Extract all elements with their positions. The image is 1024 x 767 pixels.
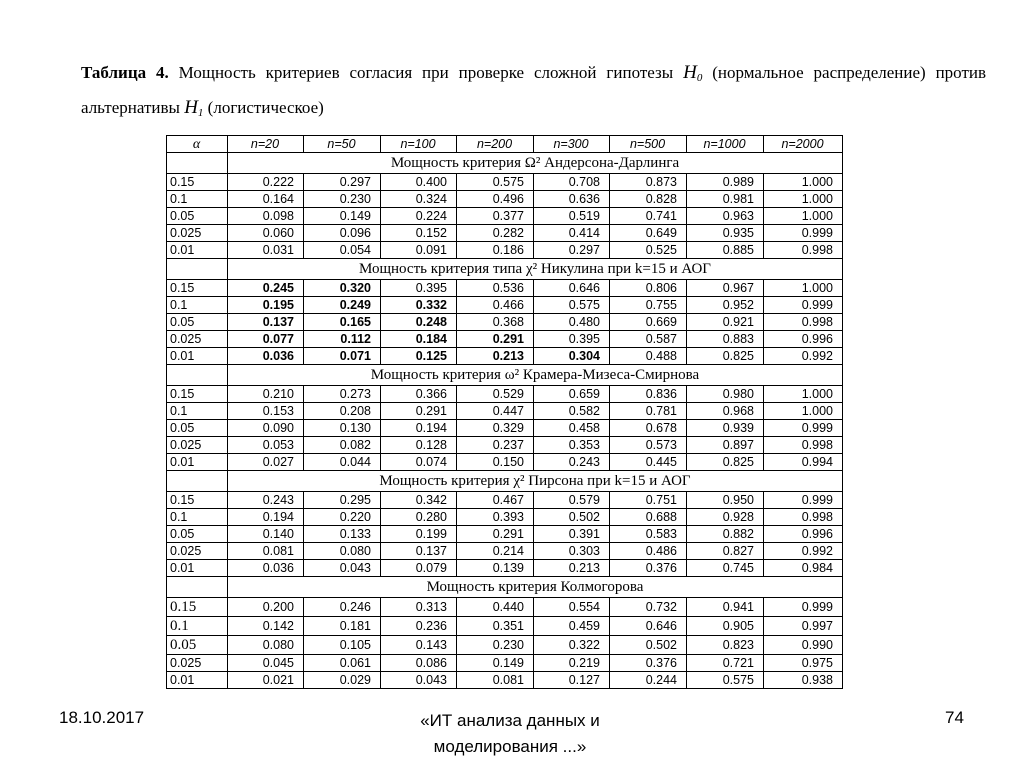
section-title: Мощность критерия Колмогорова (228, 577, 843, 598)
value-cell: 0.137 (228, 314, 304, 331)
value-cell: 0.575 (534, 297, 610, 314)
value-cell: 0.230 (304, 191, 381, 208)
value-cell: 0.210 (228, 386, 304, 403)
page-number: 74 (945, 708, 964, 727)
table-row (167, 437, 843, 454)
value-cell: 0.079 (381, 560, 457, 577)
value-cell: 0.921 (687, 314, 764, 331)
value-cell: 0.806 (610, 280, 687, 297)
table-row (167, 617, 843, 636)
value-cell: 0.219 (534, 655, 610, 672)
table-row (167, 208, 843, 225)
alpha-cell: 0.1 (167, 403, 228, 420)
value-cell: 0.165 (304, 314, 381, 331)
value-cell: 0.021 (228, 672, 304, 689)
value-cell: 0.990 (764, 636, 843, 655)
value-cell: 0.755 (610, 297, 687, 314)
section-spacer (167, 259, 228, 280)
value-cell: 0.222 (228, 174, 304, 191)
alpha-cell: 0.1 (167, 617, 228, 636)
value-cell: 0.998 (764, 509, 843, 526)
value-cell: 0.320 (304, 280, 381, 297)
value-cell: 0.230 (457, 636, 534, 655)
table-row (167, 560, 843, 577)
value-cell: 0.342 (381, 492, 457, 509)
alpha-cell: 0.025 (167, 655, 228, 672)
value-cell: 0.140 (228, 526, 304, 543)
value-cell: 0.928 (687, 509, 764, 526)
value-cell: 0.519 (534, 208, 610, 225)
value-cell: 0.938 (764, 672, 843, 689)
value-cell: 0.112 (304, 331, 381, 348)
alpha-header: α (167, 136, 228, 153)
value-cell: 0.273 (304, 386, 381, 403)
column-header: n=20 (228, 136, 304, 153)
value-cell: 0.781 (610, 403, 687, 420)
value-cell: 0.291 (381, 403, 457, 420)
value-cell: 0.280 (381, 509, 457, 526)
section-spacer (167, 365, 228, 386)
value-cell: 0.939 (687, 420, 764, 437)
value-cell: 0.249 (304, 297, 381, 314)
value-cell: 0.502 (534, 509, 610, 526)
value-cell: 0.297 (534, 242, 610, 259)
value-cell: 0.440 (457, 598, 534, 617)
value-cell: 0.688 (610, 509, 687, 526)
value-cell: 0.458 (534, 420, 610, 437)
value-cell: 0.090 (228, 420, 304, 437)
column-header: n=2000 (764, 136, 843, 153)
value-cell: 0.236 (381, 617, 457, 636)
value-cell: 0.213 (457, 348, 534, 365)
value-cell: 0.992 (764, 348, 843, 365)
value-cell: 0.751 (610, 492, 687, 509)
value-cell: 0.332 (381, 297, 457, 314)
section-title: Мощность критерия типа χ² Никулина при k=15 и АОГ (228, 259, 843, 280)
value-cell: 0.243 (534, 454, 610, 471)
table-row (167, 672, 843, 689)
value-cell: 0.999 (764, 492, 843, 509)
value-cell: 0.353 (534, 437, 610, 454)
value-cell: 0.496 (457, 191, 534, 208)
section-title: Мощность критерия Ω² Андерсона-Дарлинга (228, 153, 843, 174)
alpha-cell: 0.15 (167, 492, 228, 509)
alpha-cell: 0.01 (167, 242, 228, 259)
value-cell: 0.525 (610, 242, 687, 259)
table-row (167, 492, 843, 509)
value-cell: 0.098 (228, 208, 304, 225)
value-cell: 1.000 (764, 386, 843, 403)
value-cell: 0.142 (228, 617, 304, 636)
footer-title-line: «ИТ анализа данных и (420, 711, 600, 730)
alpha-cell: 0.025 (167, 543, 228, 560)
value-cell: 1.000 (764, 403, 843, 420)
value-cell: 1.000 (764, 191, 843, 208)
value-cell: 0.636 (534, 191, 610, 208)
section-header-row (167, 577, 843, 598)
alpha-cell: 0.05 (167, 208, 228, 225)
section-header-row (167, 365, 843, 386)
value-cell: 0.303 (534, 543, 610, 560)
table-row (167, 331, 843, 348)
value-cell: 0.968 (687, 403, 764, 420)
value-cell: 0.659 (534, 386, 610, 403)
value-cell: 0.554 (534, 598, 610, 617)
value-cell: 0.149 (304, 208, 381, 225)
value-cell: 0.885 (687, 242, 764, 259)
value-cell: 0.823 (687, 636, 764, 655)
column-header: n=100 (381, 136, 457, 153)
value-cell: 0.322 (534, 636, 610, 655)
alpha-cell: 0.05 (167, 420, 228, 437)
alpha-cell: 0.15 (167, 386, 228, 403)
value-cell: 0.082 (304, 437, 381, 454)
alpha-cell: 0.05 (167, 314, 228, 331)
value-cell: 0.060 (228, 225, 304, 242)
value-cell: 0.825 (687, 454, 764, 471)
value-cell: 0.984 (764, 560, 843, 577)
alpha-cell: 0.1 (167, 297, 228, 314)
value-cell: 0.998 (764, 242, 843, 259)
value-cell: 0.981 (687, 191, 764, 208)
value-cell: 0.376 (610, 560, 687, 577)
value-cell: 0.143 (381, 636, 457, 655)
column-header: n=50 (304, 136, 381, 153)
value-cell: 0.414 (534, 225, 610, 242)
table-row (167, 420, 843, 437)
value-cell: 0.994 (764, 454, 843, 471)
value-cell: 0.224 (381, 208, 457, 225)
value-cell: 0.395 (534, 331, 610, 348)
alpha-cell: 0.025 (167, 225, 228, 242)
value-cell: 0.935 (687, 225, 764, 242)
footer-date: 18.10.2017 (59, 708, 145, 727)
value-cell: 0.029 (304, 672, 381, 689)
value-cell: 0.579 (534, 492, 610, 509)
alpha-cell: 0.15 (167, 598, 228, 617)
value-cell: 0.732 (610, 598, 687, 617)
value-cell: 0.989 (687, 174, 764, 191)
value-cell: 0.130 (304, 420, 381, 437)
value-cell: 0.980 (687, 386, 764, 403)
value-cell: 0.137 (381, 543, 457, 560)
value-cell: 0.237 (457, 437, 534, 454)
value-cell: 0.646 (534, 280, 610, 297)
value-cell: 0.646 (610, 617, 687, 636)
value-cell: 0.368 (457, 314, 534, 331)
value-cell: 0.582 (534, 403, 610, 420)
value-cell: 0.649 (610, 225, 687, 242)
alpha-cell: 0.1 (167, 191, 228, 208)
value-cell: 0.043 (304, 560, 381, 577)
table-row (167, 280, 843, 297)
section-spacer (167, 471, 228, 492)
table-row (167, 225, 843, 242)
caption-text-1: Мощность критериев согласия при проверке сложной гипотезы (178, 63, 674, 82)
value-cell: 0.741 (610, 208, 687, 225)
value-cell: 0.297 (304, 174, 381, 191)
footer-title (350, 708, 670, 760)
value-cell: 0.282 (457, 225, 534, 242)
alpha-cell: 0.01 (167, 348, 228, 365)
value-cell: 0.043 (381, 672, 457, 689)
value-cell: 0.721 (687, 655, 764, 672)
alpha-cell: 0.05 (167, 636, 228, 655)
value-cell: 1.000 (764, 174, 843, 191)
value-cell: 0.194 (381, 420, 457, 437)
value-cell: 0.575 (687, 672, 764, 689)
value-cell: 0.573 (610, 437, 687, 454)
table-caption (81, 58, 986, 128)
value-cell: 0.213 (534, 560, 610, 577)
value-cell: 0.575 (457, 174, 534, 191)
table-row (167, 655, 843, 672)
value-cell: 0.488 (610, 348, 687, 365)
value-cell: 0.194 (228, 509, 304, 526)
footer-title-line: моделирования ...» (433, 737, 587, 756)
value-cell: 0.708 (534, 174, 610, 191)
value-cell: 0.998 (764, 437, 843, 454)
value-cell: 0.077 (228, 331, 304, 348)
value-cell: 0.583 (610, 526, 687, 543)
value-cell: 0.199 (381, 526, 457, 543)
value-cell: 0.377 (457, 208, 534, 225)
value-cell: 0.897 (687, 437, 764, 454)
value-cell: 0.245 (228, 280, 304, 297)
value-cell: 0.184 (381, 331, 457, 348)
value-cell: 0.998 (764, 314, 843, 331)
value-cell: 0.941 (687, 598, 764, 617)
value-cell: 0.745 (687, 560, 764, 577)
value-cell: 0.351 (457, 617, 534, 636)
value-cell: 0.828 (610, 191, 687, 208)
value-cell: 0.133 (304, 526, 381, 543)
table-row (167, 526, 843, 543)
value-cell: 0.376 (610, 655, 687, 672)
value-cell: 0.128 (381, 437, 457, 454)
value-cell: 1.000 (764, 280, 843, 297)
column-header: n=500 (610, 136, 687, 153)
value-cell: 0.963 (687, 208, 764, 225)
value-cell: 0.152 (381, 225, 457, 242)
value-cell: 0.999 (764, 598, 843, 617)
value-cell: 0.445 (610, 454, 687, 471)
value-cell: 0.195 (228, 297, 304, 314)
value-cell: 0.502 (610, 636, 687, 655)
value-cell: 0.447 (457, 403, 534, 420)
value-cell: 0.873 (610, 174, 687, 191)
value-cell: 0.999 (764, 420, 843, 437)
hypothesis-h0: $H_0$ (683, 62, 703, 84)
table-row (167, 454, 843, 471)
value-cell: 0.244 (610, 672, 687, 689)
value-cell: 0.459 (534, 617, 610, 636)
alpha-cell: 0.025 (167, 437, 228, 454)
value-cell: 0.996 (764, 331, 843, 348)
value-cell: 0.366 (381, 386, 457, 403)
table-row (167, 242, 843, 259)
value-cell: 0.587 (610, 331, 687, 348)
power-table (166, 135, 843, 689)
caption-text-3: (логистическое) (207, 98, 324, 117)
caption-label: Таблица 4. (81, 63, 169, 82)
value-cell: 0.036 (228, 348, 304, 365)
section-header-row (167, 153, 843, 174)
alpha-cell: 0.05 (167, 526, 228, 543)
table-row (167, 509, 843, 526)
value-cell: 0.031 (228, 242, 304, 259)
caption-text-2: (нормальное распределение) против альтернативы (81, 63, 987, 117)
value-cell: 0.181 (304, 617, 381, 636)
value-cell: 0.164 (228, 191, 304, 208)
value-cell: 0.295 (304, 492, 381, 509)
value-cell: 0.243 (228, 492, 304, 509)
value-cell: 0.139 (457, 560, 534, 577)
value-cell: 0.081 (228, 543, 304, 560)
value-cell: 0.391 (534, 526, 610, 543)
table-row (167, 598, 843, 617)
value-cell: 0.529 (457, 386, 534, 403)
table-row (167, 636, 843, 655)
value-cell: 0.952 (687, 297, 764, 314)
value-cell: 0.186 (457, 242, 534, 259)
table-row (167, 174, 843, 191)
value-cell: 0.882 (687, 526, 764, 543)
value-cell: 0.324 (381, 191, 457, 208)
value-cell: 0.080 (304, 543, 381, 560)
value-cell: 0.074 (381, 454, 457, 471)
value-cell: 0.149 (457, 655, 534, 672)
value-cell: 0.997 (764, 617, 843, 636)
value-cell: 0.248 (381, 314, 457, 331)
value-cell: 0.536 (457, 280, 534, 297)
value-cell: 0.395 (381, 280, 457, 297)
table-row (167, 403, 843, 420)
value-cell: 0.393 (457, 509, 534, 526)
value-cell: 0.304 (534, 348, 610, 365)
alpha-cell: 0.01 (167, 672, 228, 689)
value-cell: 0.827 (687, 543, 764, 560)
value-cell: 0.214 (457, 543, 534, 560)
value-cell: 0.291 (457, 331, 534, 348)
value-cell: 0.086 (381, 655, 457, 672)
alpha-cell: 0.025 (167, 331, 228, 348)
alpha-cell: 0.15 (167, 280, 228, 297)
value-cell: 0.967 (687, 280, 764, 297)
value-cell: 0.291 (457, 526, 534, 543)
column-header: n=200 (457, 136, 534, 153)
value-cell: 0.105 (304, 636, 381, 655)
section-spacer (167, 577, 228, 598)
value-cell: 0.220 (304, 509, 381, 526)
value-cell: 0.999 (764, 225, 843, 242)
value-cell: 0.053 (228, 437, 304, 454)
section-header-row (167, 471, 843, 492)
alpha-cell: 0.1 (167, 509, 228, 526)
value-cell: 0.045 (228, 655, 304, 672)
table-row (167, 297, 843, 314)
value-cell: 0.127 (534, 672, 610, 689)
value-cell: 0.486 (610, 543, 687, 560)
value-cell: 0.125 (381, 348, 457, 365)
value-cell: 0.905 (687, 617, 764, 636)
value-cell: 0.313 (381, 598, 457, 617)
value-cell: 0.992 (764, 543, 843, 560)
value-cell: 0.071 (304, 348, 381, 365)
section-title: Мощность критерия χ² Пирсона при k=15 и АОГ (228, 471, 843, 492)
value-cell: 1.000 (764, 208, 843, 225)
value-cell: 0.150 (457, 454, 534, 471)
alpha-cell: 0.15 (167, 174, 228, 191)
value-cell: 0.027 (228, 454, 304, 471)
value-cell: 0.883 (687, 331, 764, 348)
table-row (167, 386, 843, 403)
value-cell: 0.996 (764, 526, 843, 543)
column-header: n=1000 (687, 136, 764, 153)
table-row (167, 314, 843, 331)
hypothesis-h1: $H_1$ (184, 97, 204, 119)
value-cell: 0.669 (610, 314, 687, 331)
alpha-cell: 0.01 (167, 560, 228, 577)
value-cell: 0.975 (764, 655, 843, 672)
table-row (167, 543, 843, 560)
value-cell: 0.200 (228, 598, 304, 617)
value-cell: 0.208 (304, 403, 381, 420)
value-cell: 0.466 (457, 297, 534, 314)
value-cell: 0.400 (381, 174, 457, 191)
value-cell: 0.091 (381, 242, 457, 259)
value-cell: 0.080 (228, 636, 304, 655)
value-cell: 0.153 (228, 403, 304, 420)
section-title: Мощность критерия ω² Крамера-Мизеса-Смирнова (228, 365, 843, 386)
value-cell: 0.950 (687, 492, 764, 509)
value-cell: 0.329 (457, 420, 534, 437)
column-header: n=300 (534, 136, 610, 153)
value-cell: 0.246 (304, 598, 381, 617)
value-cell: 0.678 (610, 420, 687, 437)
value-cell: 0.061 (304, 655, 381, 672)
table-row (167, 191, 843, 208)
value-cell: 0.096 (304, 225, 381, 242)
value-cell: 0.036 (228, 560, 304, 577)
alpha-cell: 0.01 (167, 454, 228, 471)
value-cell: 0.467 (457, 492, 534, 509)
value-cell: 0.081 (457, 672, 534, 689)
section-header-row (167, 259, 843, 280)
value-cell: 0.044 (304, 454, 381, 471)
section-spacer (167, 153, 228, 174)
value-cell: 0.054 (304, 242, 381, 259)
table-row (167, 348, 843, 365)
value-cell: 0.825 (687, 348, 764, 365)
value-cell: 0.480 (534, 314, 610, 331)
header-row (167, 136, 843, 153)
value-cell: 0.999 (764, 297, 843, 314)
value-cell: 0.836 (610, 386, 687, 403)
